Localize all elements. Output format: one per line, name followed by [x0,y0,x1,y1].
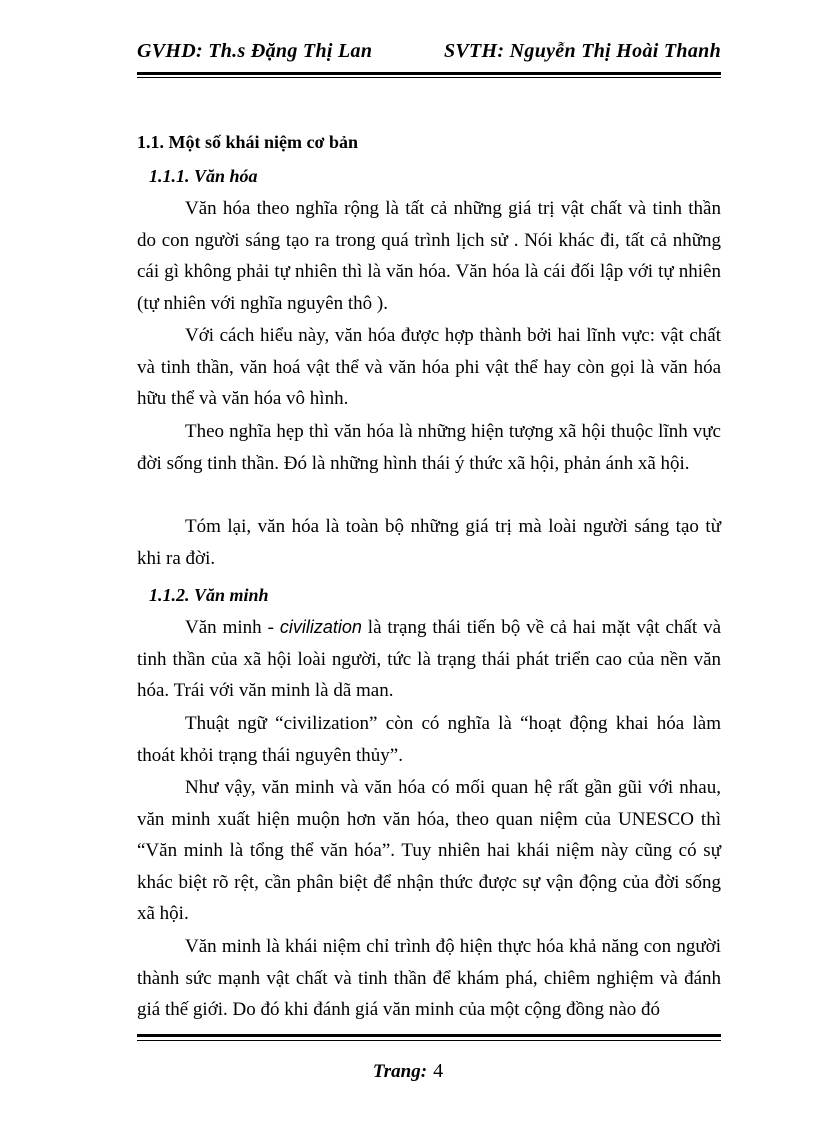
subsection-heading-culture: 1.1.1. Văn hóa [149,166,258,186]
page-label: Trang: [372,1061,428,1082]
paragraph-culture-2: Với cách hiểu này, văn hóa được hợp thành bởi hai lĩnh vực: vật chất và tinh thần, văn hoá vật thể và văn hóa phi vật thể hay còn gọi là văn hóa hữu thể và văn hóa vô hình. [137,325,721,409]
footer-rule-thin [137,1040,721,1041]
paragraph-culture-3: Theo nghĩa hẹp thì văn hóa là những hiện tượng xã hội thuộc lĩnh vực đời sống tinh thần. Đó là những hình thái ý thức xã hội, phản ánh xã hội. [137,421,721,474]
paragraph-civilization-2: Thuật ngữ “civilization” còn có nghĩa là “hoạt động khai hóa làm thoát khỏi trạng thái nguyên thủy”. [137,713,721,766]
page-number: 4 [433,1060,444,1082]
civ-p1-start: Văn minh - [185,617,280,638]
paragraph-civilization-4: Văn minh là khái niệm chỉ trình độ hiện thực hóa khả năng con người thành sức mạnh vật chất và tinh thần để khám phá, chiêm nghiệm và đánh giá thế giới. Do đó khi đánh giá văn minh của một cộng đồng nào đó [137,936,721,1020]
page-header [137,40,721,70]
header-rule-thick [137,72,721,75]
civ-term: civilization [279,617,362,637]
header-advisor: GVHD: Th.s Đặng Thị Lan [137,40,373,62]
header-student: SVTH: Nguyễn Thị Hoài Thanh [443,40,721,62]
paragraph-civilization-3: Như vậy, văn minh và văn hóa có mối quan hệ rất gần gũi với nhau, văn minh xuất hiện muộn hơn văn hóa, theo quan niệm của UNESCO thì “Văn minh là tổng thể văn hóa”. Tuy nhiên hai khái niệm này cũng có sự khác biệt rõ rệt, cần phân biệt để nhận thức được sự vận động của đời sống xã hội. [137,777,721,924]
page-footer [0,1060,816,1083]
header-rule-thin [137,77,721,78]
footer-rule-thick [137,1034,721,1037]
section-heading: 1.1. Một số khái niệm cơ bản [137,132,358,152]
paragraph-civilization-1 [137,612,721,707]
subsection-heading-civilization: 1.1.2. Văn minh [149,585,269,605]
civ-p1-rest: là trạng thái tiến bộ về cả hai mặt vật chất và tinh thần của xã hội loài người, tức là trạng thái phát triển cao của nền văn hóa. Trái với văn minh là dã man. [137,617,721,701]
paragraph-culture-4: Tóm lại, văn hóa là toàn bộ những giá trị mà loài người sáng tạo từ khi ra đời. [137,516,721,569]
paragraph-culture-1: Văn hóa theo nghĩa rộng là tất cả những giá trị vật chất và tinh thần do con người sáng tạo ra trong quá trình lịch sử . Nói khác đi, tất cả những cái gì không phải tự nhiên thì là văn hóa. Văn hóa là cái đối lập với tự nhiên (tự nhiên với nghĩa nguyên thô ). [137,198,721,314]
